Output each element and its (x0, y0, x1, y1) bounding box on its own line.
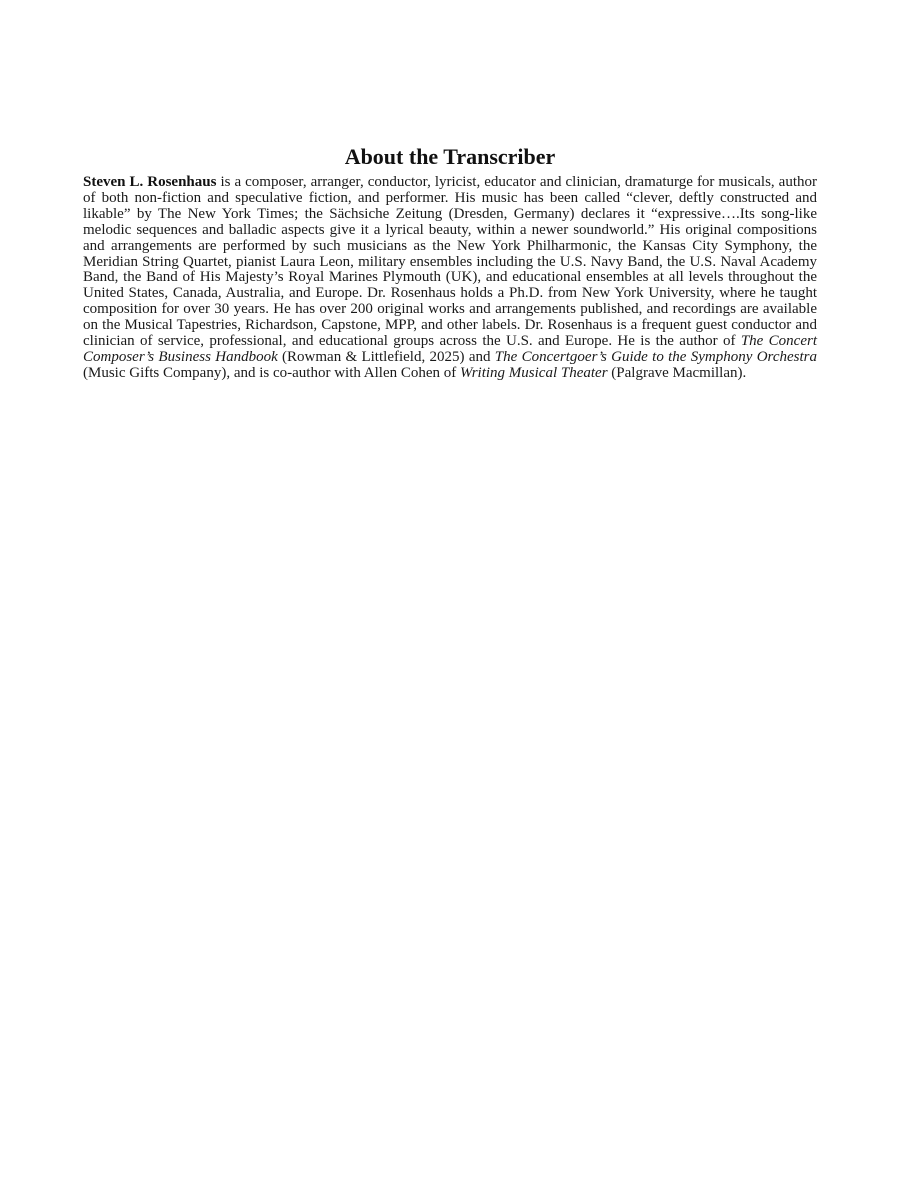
page-content (83, 143, 817, 382)
bio-text-1: is a composer, arranger, conductor, lyricist, educator and clinician, dramaturge for musicals, author of both non-fiction and speculative fiction, and performer. His music has been called “clever, deftly constructed and likable” by The New York Times; the Sächsiche Zeitung (Dresden, Germany) declares it “expressive….Its song-like melodic sequences and balladic aspects give it a lyrical beauty, within a newer soundworld.” His original compositions and arrangements are performed by such musicians as the New York Philharmonic, the Kansas City Symphony, the Meridian String Quartet, pianist Laura Leon, military ensembles including the U.S. Navy Band, the U.S. Naval Academy Band, the Band of His Majesty’s Royal Marines Plymouth (UK), and educational ensembles at all levels throughout the United States, Canada, Australia, and Europe. Dr. Rosenhaus holds a Ph.D. from New York University, where he taught composition for over 30 years. He has over 200 original works and arrangements published, and recordings are available on the Musical Tapestries, Richardson, Capstone, MPP, and other labels. Dr. Rosenhaus is a frequent guest conductor and clinician of service, professional, and educational groups across the U.S. and Europe. He is the author of (83, 174, 817, 350)
bio-text-2: (Rowman & Littlefield, 2025) and (277, 348, 495, 365)
book-title-2: The Concertgoer’s Guide to the Symphony Orchestra (494, 348, 817, 365)
bio-paragraph (83, 175, 817, 382)
book-title-3: Writing Musical Theater (460, 364, 608, 381)
bio-text-4: (Palgrave Macmillan). (607, 364, 747, 381)
bio-text-3: (Music Gifts Company), and is co-author with Allen Cohen of (83, 364, 461, 381)
page-title: About the Transcriber (344, 144, 556, 169)
book-title-1: The Concert Composer’s Business Handbook (83, 333, 817, 365)
author-name: Steven L. Rosenhaus (83, 174, 217, 190)
